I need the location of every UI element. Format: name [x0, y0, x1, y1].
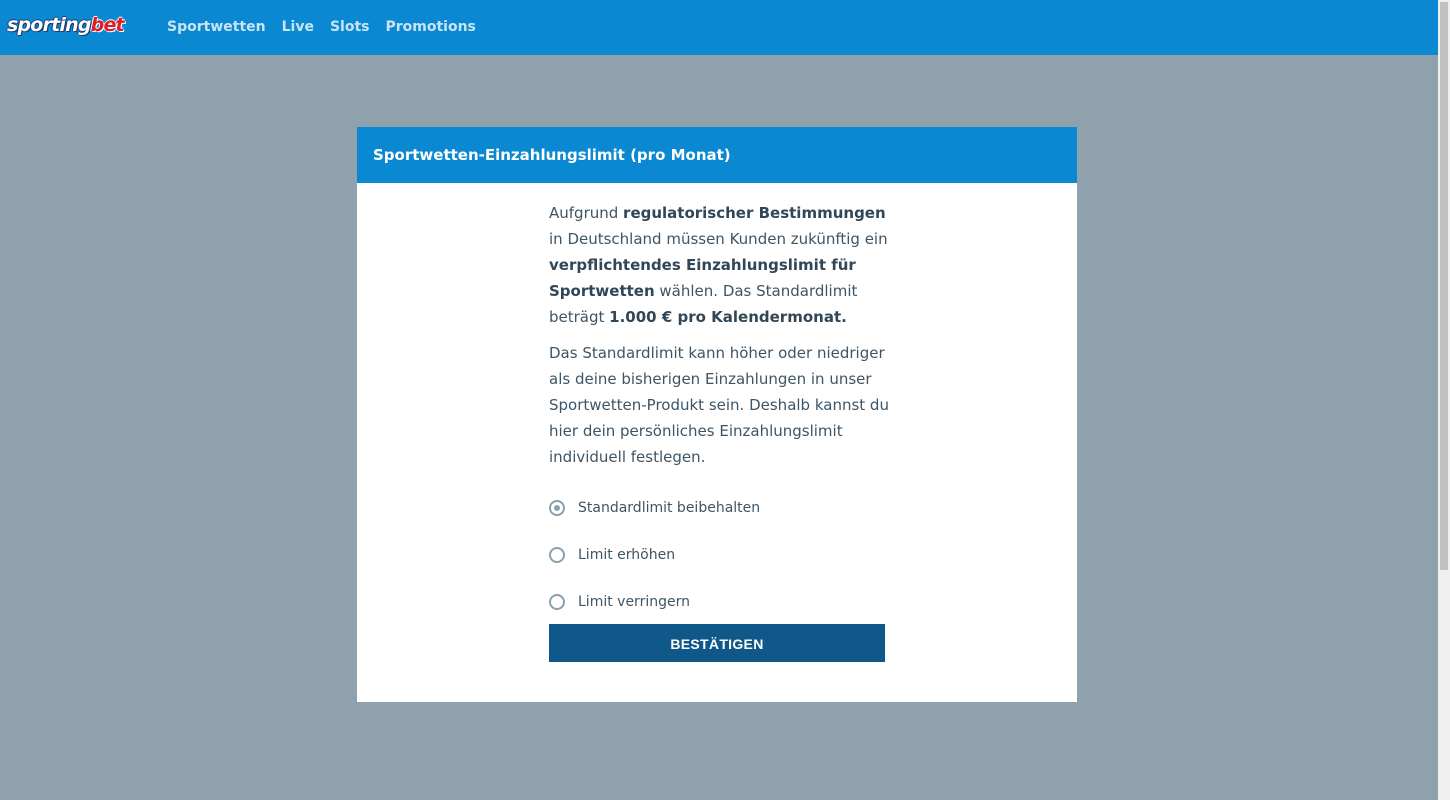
nav-item-slots[interactable]: Slots: [329, 19, 370, 35]
text-segment: Aufgrund: [549, 204, 624, 222]
nav-item-live[interactable]: Live: [281, 19, 314, 35]
nav-item-sportwetten[interactable]: Sportwetten: [167, 19, 266, 35]
top-navigation-bar: [0, 0, 1438, 55]
option-keep-standard-limit[interactable]: [549, 484, 889, 531]
text-segment: in Deutschland müssen Kunden zukünftig ein: [549, 230, 888, 248]
option-label: Limit verringern: [578, 593, 690, 610]
page-scrollbar[interactable]: [1438, 0, 1450, 800]
radio-button[interactable]: [549, 594, 565, 610]
info-paragraph-2: Das Standardlimit kann höher oder niedriger als deine bisherigen Einzahlungen in unser Sportwetten-Produkt sein. Deshalb kannst du hier dein persönliches Einzahlungslimit individuell festlegen.: [549, 344, 889, 466]
limit-options-radio-group: [549, 484, 889, 625]
radio-button-checked[interactable]: [549, 500, 565, 516]
option-decrease-limit[interactable]: [549, 578, 889, 625]
option-label: Limit erhöhen: [578, 546, 676, 563]
bold-text-segment: verpflichtendes Einzahlungslimit für Sportwetten: [549, 256, 856, 300]
dialog-title: Sportwetten-Einzahlungslimit (pro Monat): [357, 127, 1077, 183]
main-nav: [167, 18, 492, 36]
info-paragraph-1: [549, 200, 889, 330]
nav-item-promotions[interactable]: Promotions: [385, 19, 476, 35]
sportingbet-logo[interactable]: [7, 13, 124, 37]
option-increase-limit[interactable]: [549, 531, 889, 578]
bold-text-segment: 1.000 € pro Kalendermonat.: [609, 308, 847, 326]
deposit-limit-dialog: [357, 127, 1077, 702]
logo-text-sporting: sporting: [7, 14, 91, 36]
radio-button[interactable]: [549, 547, 565, 563]
dialog-content: [549, 200, 889, 625]
scrollbar-thumb[interactable]: [1440, 2, 1448, 570]
bold-text-segment: regulatorischer Bestimmungen: [623, 204, 886, 222]
option-label: Standardlimit beibehalten: [578, 499, 761, 516]
confirm-button[interactable]: BESTÄTIGEN: [549, 624, 885, 662]
logo-text-bet: bet: [90, 14, 124, 36]
text-segment: wählen. Das Standardlimit beträgt: [549, 282, 858, 326]
